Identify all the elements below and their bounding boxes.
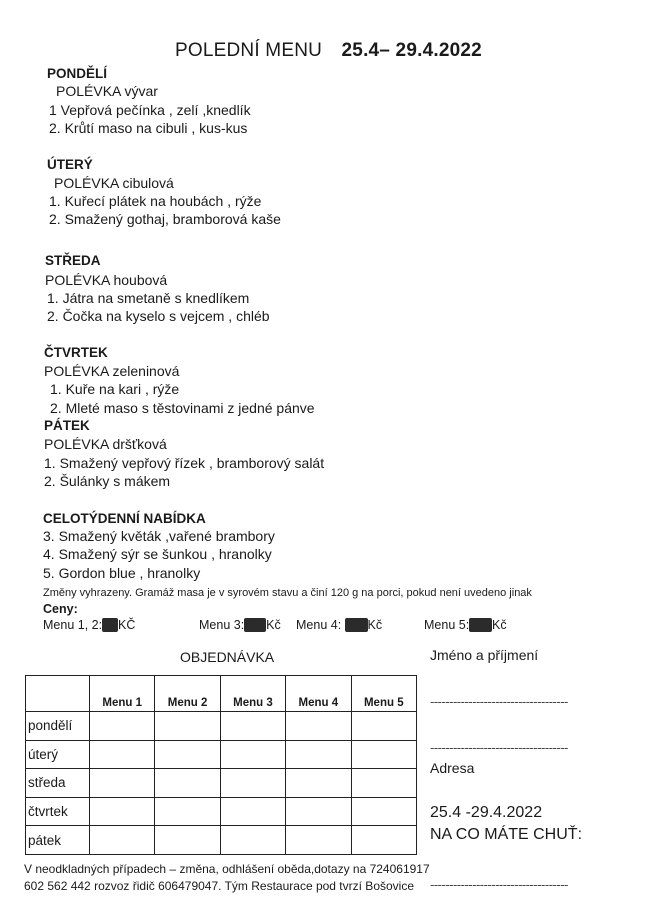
day-monday: PONDĚLÍ <box>47 66 108 81</box>
price-menu5 <box>424 618 507 632</box>
all-day-title: CELOTÝDENNÍ NABÍDKA <box>43 511 206 526</box>
menu-item: 1 Vepřová pečínka , zelí ,knedlík <box>49 102 251 118</box>
table-row <box>26 826 417 855</box>
order-cell[interactable] <box>155 826 220 855</box>
name-line[interactable]: ------------------------------------ <box>430 694 568 709</box>
corner-cell <box>26 676 90 712</box>
title-text: POLEDNÍ MENU <box>175 40 323 61</box>
order-cell[interactable] <box>351 826 416 855</box>
col-header: Menu 1 <box>90 676 155 712</box>
soup-friday: POLÉVKA dršťková <box>44 436 167 452</box>
row-label: úterý <box>26 740 90 769</box>
order-cell[interactable] <box>220 740 285 769</box>
order-cell[interactable] <box>155 797 220 826</box>
row-label: čtvrtek <box>26 797 90 826</box>
order-table <box>25 675 417 855</box>
side-dates: 25.4 -29.4.2022 <box>430 804 543 821</box>
order-cell[interactable] <box>351 712 416 741</box>
order-cell[interactable] <box>286 769 351 798</box>
price-label: Menu 3: <box>199 618 245 632</box>
redacted-price: 120 <box>470 618 492 632</box>
footer-line-1: V neodkladných případech – změna, odhlášení oběda,dotazy na 724061917 <box>24 862 430 876</box>
menu-item: 2. Smažený gothaj, bramborová kaše <box>49 211 281 227</box>
order-cell[interactable] <box>220 826 285 855</box>
order-cell[interactable] <box>90 712 155 741</box>
order-cell[interactable] <box>220 769 285 798</box>
day-tuesday: ÚTERÝ <box>47 157 93 172</box>
order-cell[interactable] <box>90 826 155 855</box>
order-cell[interactable] <box>286 826 351 855</box>
prices-label: Ceny: <box>43 602 78 616</box>
price-menu12 <box>43 618 135 632</box>
name-line-2[interactable]: ------------------------------------ <box>430 740 568 755</box>
col-header: Menu 2 <box>155 676 220 712</box>
order-cell[interactable] <box>286 740 351 769</box>
soup-monday: POLÉVKA vývar <box>56 83 158 99</box>
order-cell[interactable] <box>90 797 155 826</box>
order-title: OBJEDNÁVKA <box>180 649 275 665</box>
price-unit: KČ <box>117 618 136 632</box>
title-dates: 25.4– 29.4.2022 <box>341 40 482 61</box>
side-slogan: NA CO MÁTE CHUŤ: <box>430 826 583 843</box>
order-cell[interactable] <box>351 797 416 826</box>
order-cell[interactable] <box>220 797 285 826</box>
price-unit: Kč <box>367 618 383 632</box>
menu-item: 2. Čočka na kyselo s vejcem , chléb <box>47 308 270 324</box>
table-header-row <box>26 676 417 712</box>
redacted-price: 100 <box>345 618 367 632</box>
menu-item: 4. Smažený sýr se šunkou , hranolky <box>43 546 272 562</box>
menu-item: 3. Smažený květák ,vařené brambory <box>43 528 275 544</box>
price-menu4 <box>296 618 382 632</box>
col-header: Menu 3 <box>220 676 285 712</box>
price-label: Menu 4: <box>296 618 342 632</box>
day-friday: PÁTEK <box>44 418 90 433</box>
address-label: Adresa <box>430 760 475 776</box>
order-cell[interactable] <box>155 740 220 769</box>
menu-item: 5. Gordon blue , hranolky <box>43 565 201 581</box>
order-cell[interactable] <box>155 769 220 798</box>
col-header: Menu 5 <box>351 676 416 712</box>
order-cell[interactable] <box>220 712 285 741</box>
day-wednesday: STŘEDA <box>45 253 101 268</box>
price-label: Menu 1, 2: <box>43 618 103 632</box>
order-cell[interactable] <box>286 797 351 826</box>
menu-item: 1. Kuřecí plátek na houbách , rýže <box>49 193 262 209</box>
redacted-price: 115 <box>245 618 266 632</box>
row-label: středa <box>26 769 90 798</box>
price-label: Menu 5: <box>424 618 470 632</box>
menu-item: 1. Smažený vepřový řízek , bramborový salát <box>44 455 325 471</box>
row-label: pondělí <box>26 712 90 741</box>
weight-note: Změny vyhrazeny. Gramáž masa je v syrovém stavu a činí 120 g na porci, pokud není uvedeno jinak <box>43 587 532 599</box>
order-cell[interactable] <box>351 740 416 769</box>
address-line[interactable]: ------------------------------------ <box>430 877 568 892</box>
footer-line-2: 602 562 442 rozvoz řidič 606479047. Tým Restaurace pod tvrzí Bošovice <box>24 879 414 893</box>
price-menu3 <box>199 618 281 632</box>
page-title <box>175 40 482 62</box>
row-label: pátek <box>26 826 90 855</box>
table-row <box>26 712 417 741</box>
day-thursday: ČTVRTEK <box>44 345 108 360</box>
order-cell[interactable] <box>90 769 155 798</box>
soup-thursday: POLÉVKA zeleninová <box>44 363 180 379</box>
order-cell[interactable] <box>155 712 220 741</box>
price-unit: Kč <box>492 618 507 632</box>
menu-item: 1. Játra na smetaně s knedlíkem <box>47 290 250 306</box>
col-header: Menu 4 <box>286 676 351 712</box>
soup-tuesday: POLÉVKA cibulová <box>54 175 174 191</box>
name-label: Jméno a příjmení <box>430 647 539 663</box>
order-cell[interactable] <box>351 769 416 798</box>
table-row <box>26 797 417 826</box>
menu-item: 2. Krůtí maso na cibuli , kus-kus <box>49 120 248 136</box>
soup-wednesday: POLÉVKA houbová <box>45 272 168 288</box>
menu-item: 2. Šulánky s mákem <box>44 473 171 489</box>
menu-item: 2. Mleté maso s těstovinami z jedné pánve <box>50 400 315 416</box>
order-cell[interactable] <box>286 712 351 741</box>
redacted-price: 89 <box>103 618 117 632</box>
order-cell[interactable] <box>90 740 155 769</box>
table-row <box>26 769 417 798</box>
menu-item: 1. Kuře na kari , rýže <box>50 381 180 397</box>
table-row <box>26 740 417 769</box>
price-unit: Kč <box>266 618 281 632</box>
